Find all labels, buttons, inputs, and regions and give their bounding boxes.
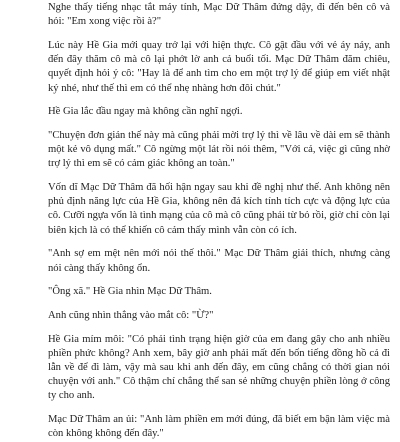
- paragraph-6: "Anh sợ em mệt nên mới nói thế thôi." Mạc Dữ Thâm giải thích, nhưng càng nói càng thấy không ổn.: [48, 248, 390, 274]
- paragraph-4: "Chuyện đơn giản thế này mà cũng phải mời trợ lý thì về lâu về dài em sẽ thành một kẻ vô dụng mất." Cô ngừng một lát rồi nói thêm, "Với cả, việc gì cũng nhờ trợ lý thì em sẽ có cảm giác không an toàn.": [48, 129, 390, 170]
- paragraph-5: Vốn dĩ Mạc Dữ Thâm đã hối hận ngay sau khi đề nghị như thế. Anh không nên phủ định năng lực của Hề Gia, không nên đả kích tính tích cực và động lực của cô. Cưỡi ngựa vốn là tình mạng của cô mà cô cũng phải từ bỏ rồi, giờ chỉ còn lại biên kịch là có thể khiến cô cảm thấy mình vẫn còn có ích.: [48, 182, 390, 236]
- paragraph-7: "Ông xã." Hề Gia nhìn Mạc Dữ Thâm.: [48, 286, 212, 298]
- paragraph-9: Hề Gia mím môi: "Có phải tình trạng hiện giờ của em đang gây cho anh nhiều phiền phức không? Anh xem, bây giờ anh phải mất đến bốn tiếng đồng hồ cả đi lẫn về để đi làm, vậy mà sau khi anh đến đây, em cũng chẳng có thời gian nói chuyện với anh." Cô thậm chí chẳng thể san sẻ những chuyện phiền lòng ở công ty cho anh.: [48, 333, 390, 402]
- paragraph-2: Lúc này Hề Gia mới quay trở lại với hiện thực. Cô gật đầu với vẻ áy náy, anh đến đây thăm cô mà cô lại phớt lờ anh cả buổi tối. Mạc Dữ Thâm đăm chiêu, quyết định hỏi ý cô: "Hay là để anh tìm cho em một trợ lý để giúp em viết nhật ký nhé, như thế thì em có thể nhẹ nhàng hơn đôi chút.": [48, 39, 390, 94]
- paragraph-10: Mạc Dữ Thâm an ủi: "Anh làm phiền em mới đúng, đã biết em bận làm việc mà còn không không đến đây.": [48, 414, 390, 440]
- paragraph-1: Nghe thấy tiếng nhạc tắt máy tính, Mạc Dữ Thâm đứng dậy, đi đến bên cô và hỏi: "Em xong việc rồi à?": [48, 2, 390, 28]
- paragraph-8: Anh cũng nhìn thẳng vào mắt cô: "Ừ?": [48, 309, 214, 321]
- paragraph-3: Hề Gia lắc đầu ngay mà không cần nghĩ ngợi.: [48, 106, 243, 118]
